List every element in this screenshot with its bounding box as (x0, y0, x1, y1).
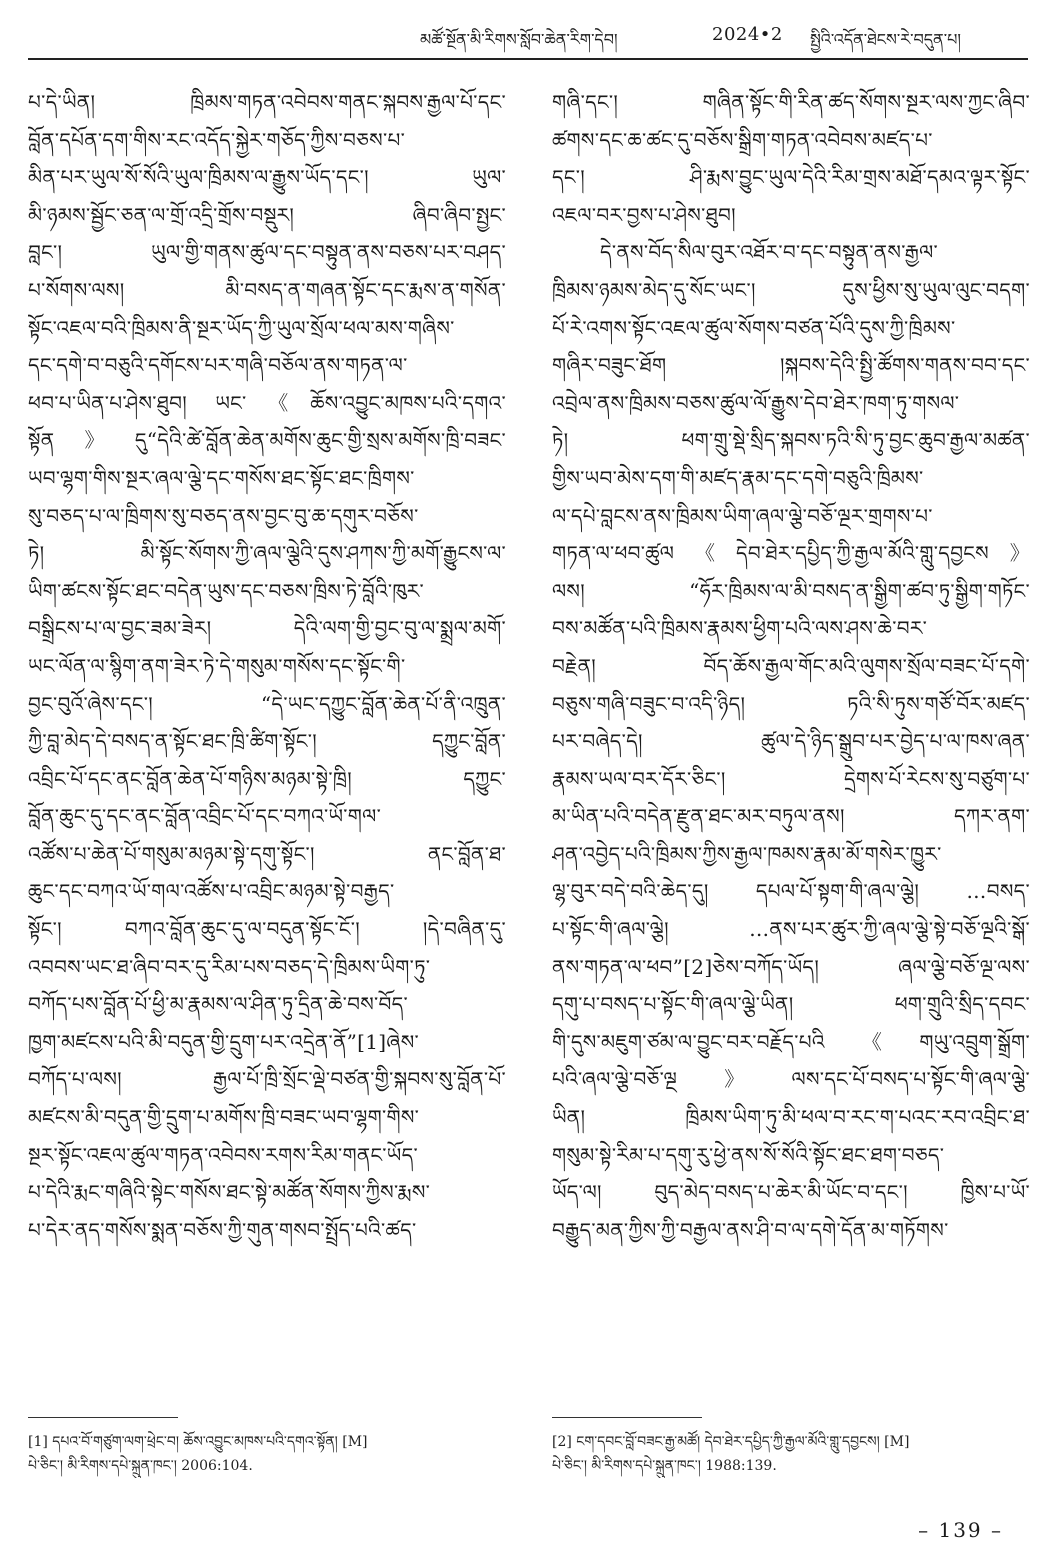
text-line: གཞི་དང་། གཞིན་སྟོང་གི་རིན་ཚད་སོགས་སྔར་ལས་ཀྱང་ཞིབ་ (552, 90, 1030, 114)
footnote-1 (28, 1430, 506, 1478)
text-line: དང་། ཤི་རྨས་བྱུང་ཡུལ་དེའི་རིམ་གྲས་མཐོ་དམའ་ལྟར་སྟོང་ (552, 165, 1030, 190)
text-line: ཕབ་པ་ཡིན་པ་ཤེས་ཐུབ། ཡང་《ཆོས་འབྱུང་མཁས་པའི་དགའ་ (28, 390, 506, 415)
text-line: ཤན་འབྱེད་པའི་ཁྲིམས་ཀྱིས་རྒྱལ་ཁམས་རྣམ་མོ་གསེར་ཁྱུར་ (552, 841, 942, 866)
text-line: གཏན་ལ་ཕབ་ཚུལ《དེབ་ཐེར་དཔྱིད་ཀྱི་རྒྱལ་མོའི་གླུ་དབྱངས》 (552, 541, 1030, 566)
header-rule (28, 58, 1028, 60)
footnote-line: [1] དཔའ་བོ་གཙུག་ལག་ཕྲེང་བ། ཆོས་འབྱུང་མཁས་པའི་དགའ་སྟོན། [M] (28, 1434, 368, 1450)
text-line: བཅུས་གཞི་བཟུང་བ་འདི་ཉིད། ཏའི་སི་ཏུས་གཙོ་བོར་མཛད་ (552, 691, 1030, 716)
text-line: ཁྱག་མཛངས་པའི་མི་བདུན་གྱི་དྲུག་པར་འདྲེན་ནོ”[1]ཞེས་ (28, 1029, 419, 1054)
text-line: དང་དགེ་བ་བཅུའི་དགོངས་པར་གཞི་བཅོལ་ནས་གཏན་ལ་ (28, 353, 408, 378)
text-line: བློན་དཔོན་དག་གིས་རང་འདོད་སྐྱེར་གཅོད་ཀྱིས་བཅས་པ་ (28, 127, 406, 152)
text-line: གྱིས་ཡབ་མེས་དག་གི་མཛད་རྣམ་དང་དགེ་བཅུའི་ཁྲིམས་ (552, 465, 924, 490)
paragraph-start-line: དེ་ནས་བོད་སིལ་བུར་འཐོར་བ་དང་བསྟུན་ནས་རྒྱལ་ (600, 240, 938, 265)
text-line: པ་དེའི་རྨང་གཞིའི་སྟེང་གསོས་ཐང་སྟེ་མཚོན་སོགས་ཀྱིས་རྨས་ (28, 1180, 431, 1205)
text-line: འབྲེལ་ནས་ཁྲིམས་བཅས་ཚུལ་ལོ་རྒྱུས་དེབ་ཐེར་ཁག་ཏུ་གསལ་ (552, 390, 960, 415)
text-line: པ་དེ་ཡིན། ཁྲིམས་གཏན་འབེབས་གནང་སྐབས་རྒྱལ་པོ་དང་ (28, 90, 506, 114)
text-line: བཀོད་པ་ལས། རྒྱལ་པོ་ཁྲི་སྲོང་ལྡེ་བཙན་གྱི་སྐབས་སུ་བློན་པོ་ (28, 1067, 506, 1092)
text-line: བླང་། ཡུལ་གྱི་གནས་ཚུལ་དང་བསྟུན་ནས་བཅས་པར་བཤད་ (28, 240, 506, 265)
issue-number: 2024•2 (712, 24, 783, 45)
text-line: པར་བཞེད་དེ། ཚུལ་དེ་ཉིད་སྒྲུབ་པར་བྱེད་པ་ལ་ཁས་ཞན་ (552, 729, 1030, 754)
running-header (0, 0, 1051, 62)
text-line: སྔར་སྟོང་འཇལ་ཚུལ་གཏན་འབེབས་རགས་རིམ་གནང་ཡོད་ (28, 1142, 418, 1167)
left-text-column (28, 84, 506, 1404)
section-title: སྤྱིའི་འདོན་ཐེངས་རེ་བདུན་པ། (810, 30, 961, 49)
text-line: ལ་དཔེ་བླངས་ནས་ཁྲིམས་ཡིག་ཞལ་ལྕེ་བཅོ་ལྔར་གྲགས་པ་ (552, 503, 933, 528)
text-line: སྟོང་། བཀའ་བློན་ཆུང་དུ་ལ་བདུན་སྟོང་ངོ་། །དེ་བཞིན་དུ་ (28, 917, 506, 942)
text-line: ཏེ། མི་སྟོང་སོགས་ཀྱི་ཞལ་ལྕེའི་དུས་ཤཀས་ཀྱི་མགོ་རྒྱུངས་ལ་ (28, 541, 506, 566)
text-line: བས་མཚོན་པའི་ཁྲིམས་རྣམས་ཕྱིག་པའི་ལས་ཤས་ཆེ་བར་ (552, 616, 928, 641)
text-line: བློན་ཆུང་དུ་དང་ནང་བློན་འབྲིང་པོ་དང་བཀའ་ཡོ་གལ་ (28, 804, 382, 829)
text-line: བཀོད་པས་བློན་པོ་ཕྱི་མ་རྣམས་ལ་ཤིན་ཏུ་དྲིན་ཆེ་བས་བོད་ (28, 992, 409, 1017)
text-line: རྣམས་ཡལ་བར་དོར་ཅིང་། དྲེགས་པོ་རེངས་སུ་བཙུག་པ་ (552, 766, 1030, 791)
text-line: བྱང་བུའོ་ཞེས་དང་། “དེ་ཡང་དཀྱུང་བློན་ཆེན་པོ་ནི་འཁྲུན་ (28, 691, 506, 716)
text-line: ནས་གཏན་ལ་ཕབ”[2]ཅེས་བཀོད་ཡོད། ཞལ་ལྕེ་བཅོ་ལྔ་ལས་ (552, 954, 1030, 979)
text-line: འབྲིང་པོ་དང་ནང་བློན་ཆེན་པོ་གཉིས་མཉམ་སྟེ་ཁྲི། དཀྱུང་ (28, 766, 506, 791)
text-line: ཡབ་ལྷག་གིས་སྔར་ཞལ་ལྕེ་དང་གསོས་ཐང་སྟོང་ཐང་ཁྲིགས་ (28, 465, 415, 490)
text-line: ཡོད་ལ། བུད་མེད་བསད་པ་ཆེར་མི་ཡོང་བ་དང་། ཁྱིས་པ་ཡོ་ (552, 1180, 1030, 1205)
footnote-2 (552, 1430, 1030, 1478)
journal-title: མཚོ་སྔོན་མི་རིགས་སློབ་ཆེན་རིག་དེབ། (420, 30, 618, 49)
text-line: ཡིན། ཁྲིམས་ཡིག་ཏུ་མི་ཕལ་བ་རང་ག་པའང་རབ་འབྲིང་ཐ་ (552, 1105, 1030, 1130)
text-line: མིན་པར་ཡུལ་སོ་སོའི་ཡུལ་ཁྲིམས་ལ་རྒྱུས་ཡོད་དང་། ཡུལ་ (28, 165, 506, 190)
text-line: ཡང་ལོན་ལ་སྙིག་ནག་ཟེར་ཏེ་དེ་གསུམ་གསོས་དང་སྟོང་གི་ (28, 653, 406, 678)
text-line: པ་སོགས་ལས། མི་བསད་ན་གཞན་སྟོང་དང་རྨས་ན་གསོན་ (28, 277, 506, 302)
page-number: – 139 – (918, 1518, 1003, 1542)
right-text-column (552, 84, 1030, 1404)
text-line: སུ་བཅད་པ་ལ་ཁྲིགས་སུ་བཅད་ནས་བྱང་བུ་ཆ་དགུར་བཅོས་ (28, 503, 419, 528)
text-line: སྟོང་འཇལ་བའི་ཁྲིམས་ནི་སྔར་ཡོད་ཀྱི་ཡུལ་སྲོལ་ཕལ་མས་གཞིས་ (28, 315, 455, 340)
footnote-rule (28, 1417, 178, 1418)
text-line: པ་སྟོང་གི་ཞལ་ལྕེ། …ནས་པར་ཚུར་ཀྱི་ཞལ་ལྕེ་སྟེ་བཅོ་ལྔའི་སྒོ་ (552, 917, 1030, 942)
text-line: ཀྱི་བླ་མེད་དེ་བསད་ན་སྟོང་ཐང་ཁྲི་ཚིག་སྟོང་། དཀྱུང་བློན་ (28, 729, 506, 754)
text-line: མཛངས་མི་བདུན་གྱི་དྲུག་པ་མགོས་ཁྲི་བཟང་ཡབ་ལྷག་གིས་ (28, 1105, 420, 1130)
text-line: པ་དེར་ནད་གསོས་སྨན་བཅོས་ཀྱི་གུན་གསབ་སྤྲོད་པའི་ཚད་ (28, 1217, 417, 1242)
text-line: དགུ་པ་བསད་པ་སྟོང་གི་ཞལ་ལྕེ་ཡིན། ཕག་གྲུའི་སྲིད་དབང་ (552, 992, 1030, 1017)
text-line: པའི་ཞལ་ལྕེ་བཅོ་ལྔ》ལས་དང་པོ་བསད་པ་སྟོང་གི་ཞལ་ལྕེ་ (552, 1067, 1030, 1092)
footnote-line: པེ་ཅིང་། མི་རིགས་དཔེ་སྐྲུན་ཁང་། 1988:139. (552, 1458, 777, 1474)
text-line: ཁྲིམས་ཉམས་མེད་དུ་སོང་ཡང་། དུས་ཕྱིས་སུ་ཡུལ་ལུང་བདག་ (552, 277, 1030, 302)
text-line: འབབས་ཡང་ཐ་ཞིབ་བར་དུ་རིམ་པས་བཅད་དེ་ཁྲིམས་ཡིག་ཏུ་ (28, 954, 431, 979)
text-line: གཞིར་བཟུང་ཐོག །སྐབས་དེའི་སྤྱི་ཚོགས་གནས་བབ་དང་ (552, 353, 1030, 378)
footnote-line: [2] ངག་དབང་བློ་བཟང་རྒྱ་མཚོ། དེབ་ཐེར་དཔྱིད་ཀྱི་རྒྱལ་མོའི་གླུ་དབྱངས། [M] (552, 1434, 910, 1450)
text-line: མི་ཉམས་སྦྱོང་ཅན་ལ་གྲོ་འདྲི་གྲོས་བསྡུར། ཞིབ་ཞིབ་སྤྱང་ (28, 202, 506, 227)
text-line: སྟོན》དུ“དེའི་ཚེ་བློན་ཆེན་མགོས་ཆུང་གྱི་སྲས་མགོས་ཁྲི་བཟང་ (28, 428, 506, 453)
text-line: གསུམ་སྟེ་རིམ་པ་དགུ་རུ་ཕྱེ་ནས་སོ་སོའི་སྟོང་ཐང་ཐག་བཅད་ (552, 1142, 945, 1167)
text-line: ལྷ་བུར་བདེ་བའི་ཆེད་དུ། དཔལ་པོ་སྟག་གི་ཞལ་ལྕེ། …བསད་ (552, 879, 1030, 904)
text-line: ཚགས་དང་ཆ་ཚང་དུ་བཅོས་སྒྲིག་གཏན་འབེབས་མཛད་པ་ (552, 127, 933, 152)
text-line: པོ་རེ་འགས་སྟོང་འཇལ་ཚུལ་སོགས་བཙན་པོའི་དུས་ཀྱི་ཁྲིམས་ (552, 315, 956, 340)
text-line: འཚོས་པ་ཆེན་པོ་གསུམ་མཉམ་སྟེ་དགུ་སྟོང་། ནང་བློན་ཐ་ (28, 841, 506, 866)
text-line: ལས། “ཧོར་ཁྲིམས་ལ་མི་བསད་ན་སྒྱིག་ཚབ་ཏུ་སྒྱིག་གཏོང་ (552, 578, 1030, 603)
footnote-rule (552, 1417, 702, 1418)
text-line: འཇལ་བར་བྱས་པ་ཤེས་ཐུབ། (552, 202, 736, 227)
text-line: ཆུང་དང་བཀའ་ཡོ་གལ་འཚོས་པ་འབྲིང་མཉམ་སྟེ་བརྒྱད་ (28, 879, 395, 904)
text-line: ཡིག་ཚངས་སྟོང་ཐང་བདེན་ཡུས་དང་བཅས་ཁྲིས་ཏེ་བློའི་ཁུར་ (28, 578, 424, 603)
footnote-line: པེ་ཅིང་། མི་རིགས་དཔེ་སྐྲུན་ཁང་། 2006:104. (28, 1458, 253, 1474)
text-line: གི་དུས་མཇུག་ཙམ་ལ་བྱུང་བར་བརྗོད་པའི《གཡུ་འབྲུག་སྒྲོག་ (552, 1029, 1030, 1054)
text-line: མ་ཡིན་པའི་བདེན་རྫུན་ཐང་མར་བཏུལ་ནས། དཀར་ནག་ (552, 804, 1030, 829)
text-line: བརྒྱུད་མན་ཀྱིས་ཀྱི་བརྒྱལ་ནས་ཤི་བ་ལ་དགེ་དོན་མ་གཏོགས་ (552, 1217, 949, 1242)
text-line: བསྒྲིངས་པ་ལ་བྱང་ཟམ་ཟེར། དེའི་ལག་གྱི་བྱང་བུ་ལ་སྨྲལ་མགོ་ (28, 616, 506, 641)
text-line: ཏེ། ཕག་གྲུ་སྡེ་སྲིད་སྐབས་ཏའི་སི་ཏུ་བྱང་ཆུབ་རྒྱལ་མཚན་ (552, 428, 1030, 453)
text-line: བརྗེན། བོད་ཆོས་རྒྱལ་གོང་མའི་ལུགས་སྲོལ་བཟང་པོ་དགེ་ (552, 653, 1030, 678)
